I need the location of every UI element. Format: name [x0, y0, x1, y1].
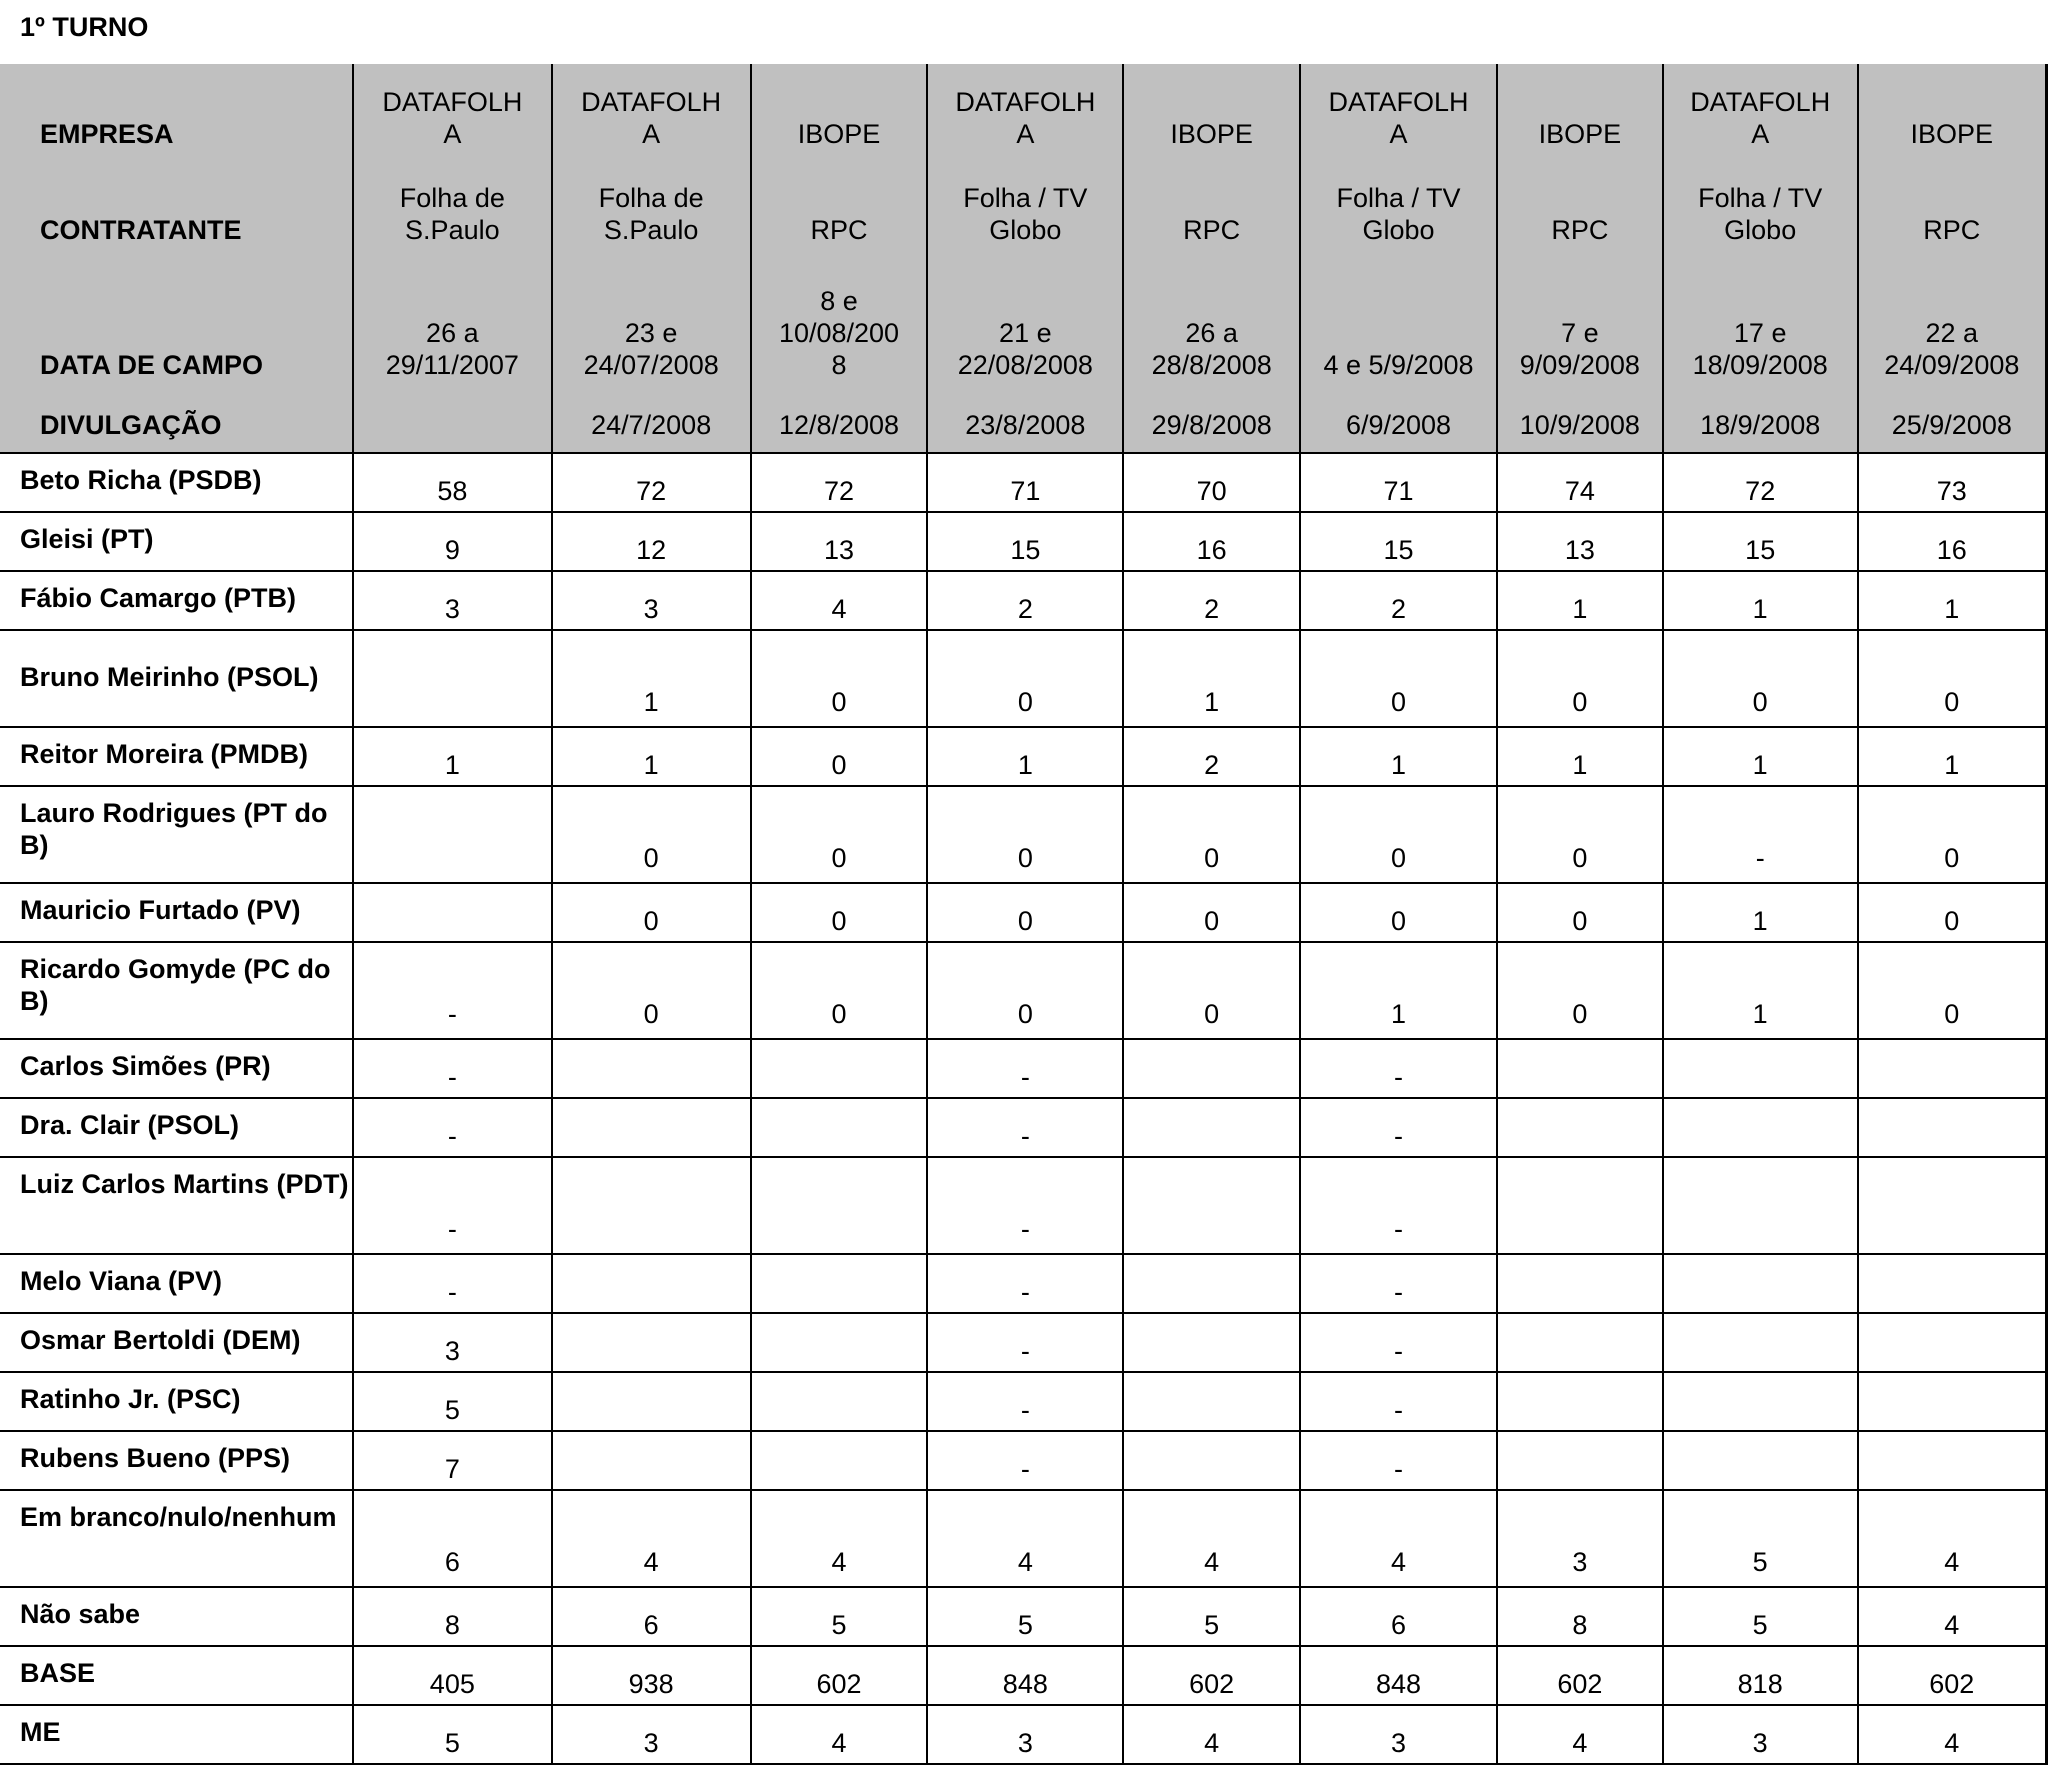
value-cell — [1497, 1431, 1663, 1490]
value-cell: 848 — [927, 1646, 1123, 1705]
candidate-name: Lauro Rodrigues (PT do B) — [0, 786, 353, 883]
value-cell: 16 — [1123, 512, 1300, 571]
poll-table — [0, 64, 2048, 1765]
value-cell — [1858, 1431, 2047, 1490]
value-cell: 2 — [927, 571, 1123, 630]
value-cell: 0 — [552, 883, 751, 942]
header-empresa-text: IBOPE — [797, 119, 881, 149]
header-data-campo-text: 4 e 5/9/2008 — [1323, 350, 1474, 380]
header-data-campo-text: 10/08/200 — [778, 318, 900, 348]
value-cell: - — [1300, 1431, 1497, 1490]
divulgacao-label: DIVULGAÇÃO — [40, 410, 222, 440]
value-cell: 0 — [1300, 786, 1497, 883]
header-contratante-text: Folha / TV — [963, 183, 1088, 213]
value-cell: 1 — [552, 630, 751, 727]
header-data-campo-text: 28/8/2008 — [1151, 350, 1272, 380]
value-cell: 3 — [1300, 1705, 1497, 1764]
candidate-name: Não sabe — [0, 1587, 353, 1646]
value-cell — [751, 1431, 928, 1490]
value-cell: 0 — [1123, 786, 1300, 883]
header-empresa-text: A — [1016, 119, 1035, 149]
value-cell: 3 — [1497, 1490, 1663, 1587]
value-cell — [1858, 1313, 2047, 1372]
header-divulgacao-text: 12/8/2008 — [778, 410, 900, 440]
header-column-7 — [1497, 64, 1663, 453]
header-data-campo-text: 9/09/2008 — [1519, 350, 1640, 380]
value-cell — [1663, 1372, 1858, 1431]
value-cell: 0 — [1858, 630, 2047, 727]
value-cell: 4 — [751, 571, 928, 630]
table-row — [0, 1705, 2047, 1764]
table-row — [0, 1039, 2047, 1098]
value-cell: 0 — [1300, 883, 1497, 942]
value-cell — [353, 883, 552, 942]
value-cell: 5 — [1663, 1490, 1858, 1587]
value-cell: 602 — [1123, 1646, 1300, 1705]
table-row — [0, 512, 2047, 571]
value-cell — [1858, 1157, 2047, 1254]
value-cell: 72 — [552, 453, 751, 512]
value-cell: 5 — [353, 1372, 552, 1431]
value-cell: 0 — [751, 630, 928, 727]
value-cell: 3 — [552, 1705, 751, 1764]
header-data-campo-text: 26 a — [426, 318, 479, 348]
header-data-campo-text: 18/09/2008 — [1692, 350, 1828, 380]
value-cell: 938 — [552, 1646, 751, 1705]
value-cell — [1663, 1157, 1858, 1254]
value-cell: 0 — [1858, 786, 2047, 883]
table-row — [0, 1254, 2047, 1313]
value-cell: 3 — [1663, 1705, 1858, 1764]
value-cell: - — [927, 1431, 1123, 1490]
value-cell: 15 — [1300, 512, 1497, 571]
value-cell — [1858, 1372, 2047, 1431]
value-cell — [751, 1157, 928, 1254]
value-cell — [751, 1098, 928, 1157]
header-contratante-text: Folha de — [598, 183, 704, 213]
value-cell — [552, 1254, 751, 1313]
value-cell — [1663, 1098, 1858, 1157]
value-cell: 72 — [751, 453, 928, 512]
table-row — [0, 883, 2047, 942]
value-cell: 7 — [353, 1431, 552, 1490]
value-cell — [552, 1313, 751, 1372]
value-cell: 1 — [552, 727, 751, 786]
header-empresa-text: DATAFOLH — [581, 87, 722, 117]
value-cell: 0 — [751, 786, 928, 883]
value-cell: 1 — [1300, 727, 1497, 786]
table-body — [0, 453, 2047, 1764]
value-cell: 58 — [353, 453, 552, 512]
header-column-1 — [353, 64, 552, 453]
value-cell: - — [927, 1039, 1123, 1098]
table-row — [0, 1313, 2047, 1372]
candidate-name: Rubens Bueno (PPS) — [0, 1431, 353, 1490]
value-cell: - — [927, 1372, 1123, 1431]
value-cell: - — [1300, 1098, 1497, 1157]
value-cell: 602 — [1858, 1646, 2047, 1705]
value-cell — [751, 1254, 928, 1313]
header-column-4 — [927, 64, 1123, 453]
value-cell: 72 — [1663, 453, 1858, 512]
candidate-name: Melo Viana (PV) — [0, 1254, 353, 1313]
header-contratante-text: Folha / TV — [1336, 183, 1461, 213]
value-cell — [552, 1157, 751, 1254]
value-cell: 5 — [1663, 1587, 1858, 1646]
empresa-label: EMPRESA — [40, 119, 174, 149]
value-cell — [1663, 1431, 1858, 1490]
header-contratante-text: Globo — [989, 215, 1062, 245]
value-cell: 0 — [1123, 883, 1300, 942]
header-data-campo-text: 29/11/2007 — [385, 350, 519, 380]
header-data-campo-text: 22/08/2008 — [957, 350, 1093, 380]
value-cell: 16 — [1858, 512, 2047, 571]
candidate-name: Mauricio Furtado (PV) — [0, 883, 353, 942]
value-cell: 1 — [1663, 883, 1858, 942]
value-cell — [552, 1039, 751, 1098]
value-cell — [1123, 1157, 1300, 1254]
value-cell — [552, 1431, 751, 1490]
contratante-label: CONTRATANTE — [40, 215, 242, 245]
header-divulgacao-text: 25/9/2008 — [1891, 410, 2012, 440]
table-header — [0, 64, 2047, 453]
candidate-name: Ratinho Jr. (PSC) — [0, 1372, 353, 1431]
value-cell: 3 — [353, 1313, 552, 1372]
header-empresa-text: IBOPE — [1910, 119, 1994, 149]
header-data-campo-text: 8 e — [820, 286, 858, 316]
candidate-name: BASE — [0, 1646, 353, 1705]
value-cell: 1 — [353, 727, 552, 786]
value-cell — [1858, 1039, 2047, 1098]
table-row — [0, 1372, 2047, 1431]
value-cell — [1497, 1254, 1663, 1313]
header-divulgacao-text: 6/9/2008 — [1345, 410, 1452, 440]
header-empresa-text: A — [1751, 119, 1770, 149]
table-row — [0, 1490, 2047, 1587]
value-cell — [1123, 1313, 1300, 1372]
candidate-name: Osmar Bertoldi (DEM) — [0, 1313, 353, 1372]
header-empresa-text: IBOPE — [1170, 119, 1253, 149]
value-cell: - — [1300, 1039, 1497, 1098]
value-cell: - — [353, 1254, 552, 1313]
value-cell: 12 — [552, 512, 751, 571]
value-cell — [353, 786, 552, 883]
value-cell — [1123, 1039, 1300, 1098]
value-cell — [1858, 1098, 2047, 1157]
value-cell: 0 — [751, 942, 928, 1039]
header-data-campo-text: 26 a — [1185, 318, 1238, 348]
value-cell: 0 — [1663, 630, 1858, 727]
value-cell: 0 — [1300, 630, 1497, 727]
value-cell — [1497, 1039, 1663, 1098]
value-cell: 1 — [1858, 571, 2047, 630]
header-data-campo-text: 7 e — [1561, 318, 1599, 348]
header-contratante-text: Folha / TV — [1698, 183, 1823, 213]
header-data-campo-text: 8 — [831, 350, 847, 380]
table-row — [0, 727, 2047, 786]
value-cell: 0 — [927, 883, 1123, 942]
value-cell: - — [927, 1254, 1123, 1313]
value-cell: 1 — [1497, 727, 1663, 786]
value-cell — [1663, 1254, 1858, 1313]
value-cell: 8 — [1497, 1587, 1663, 1646]
value-cell — [1497, 1372, 1663, 1431]
candidate-name: Gleisi (PT) — [0, 512, 353, 571]
value-cell: 2 — [1300, 571, 1497, 630]
header-divulgacao-text: 24/7/2008 — [591, 410, 712, 440]
value-cell: 13 — [751, 512, 928, 571]
value-cell: - — [353, 1157, 552, 1254]
header-contratante-text: RPC — [1183, 215, 1241, 245]
header-contratante-text: Globo — [1362, 215, 1435, 245]
value-cell: 0 — [927, 786, 1123, 883]
header-contratante-text: S.Paulo — [405, 215, 500, 245]
value-cell: 4 — [552, 1490, 751, 1587]
value-cell: 70 — [1123, 453, 1300, 512]
value-cell: - — [1300, 1157, 1497, 1254]
table-row — [0, 1587, 2047, 1646]
value-cell — [1123, 1372, 1300, 1431]
value-cell — [751, 1313, 928, 1372]
header-contratante-text: S.Paulo — [603, 215, 699, 245]
value-cell: 4 — [927, 1490, 1123, 1587]
header-empresa-text: DATAFOLH — [1328, 87, 1469, 117]
value-cell: - — [927, 1098, 1123, 1157]
value-cell: 1 — [1663, 727, 1858, 786]
table-row — [0, 786, 2047, 883]
value-cell: 6 — [353, 1490, 552, 1587]
value-cell: - — [1300, 1313, 1497, 1372]
value-cell: 0 — [552, 786, 751, 883]
candidate-name: Beto Richa (PSDB) — [0, 453, 353, 512]
header-divulgacao-text: 23/8/2008 — [965, 410, 1086, 440]
value-cell — [552, 1098, 751, 1157]
value-cell — [1663, 1039, 1858, 1098]
value-cell: 73 — [1858, 453, 2047, 512]
value-cell — [1497, 1157, 1663, 1254]
value-cell: 0 — [1858, 942, 2047, 1039]
header-column-9 — [1858, 64, 2047, 453]
value-cell: 71 — [1300, 453, 1497, 512]
header-data-campo-text: 24/07/2008 — [583, 350, 719, 380]
value-cell: 4 — [1300, 1490, 1497, 1587]
value-cell: 5 — [927, 1587, 1123, 1646]
candidate-name: Bruno Meirinho (PSOL) — [0, 630, 353, 727]
header-contratante-text: Folha de — [399, 183, 505, 213]
header-data-campo-text: 24/09/2008 — [1884, 350, 2020, 380]
value-cell: 5 — [1123, 1587, 1300, 1646]
header-contratante-text: RPC — [810, 215, 868, 245]
value-cell — [552, 1372, 751, 1431]
candidate-name: Dra. Clair (PSOL) — [0, 1098, 353, 1157]
candidate-name: ME — [0, 1705, 353, 1764]
table-row — [0, 942, 2047, 1039]
value-cell — [1663, 1313, 1858, 1372]
value-cell: 0 — [1497, 942, 1663, 1039]
header-empresa-text: DATAFOLH — [1690, 87, 1831, 117]
value-cell: 3 — [552, 571, 751, 630]
value-cell: 9 — [353, 512, 552, 571]
value-cell: 3 — [927, 1705, 1123, 1764]
value-cell: 71 — [927, 453, 1123, 512]
value-cell: 0 — [1497, 786, 1663, 883]
value-cell: 74 — [1497, 453, 1663, 512]
header-empresa-text: DATAFOLH — [955, 87, 1096, 117]
value-cell: - — [353, 1098, 552, 1157]
data-campo-label: DATA DE CAMPO — [40, 350, 263, 380]
value-cell: 4 — [1858, 1587, 2047, 1646]
candidate-name: Reitor Moreira (PMDB) — [0, 727, 353, 786]
value-cell: 1 — [1663, 942, 1858, 1039]
table-row — [0, 1157, 2047, 1254]
header-contratante-text: RPC — [1551, 215, 1609, 245]
value-cell: 4 — [1858, 1490, 2047, 1587]
value-cell: 15 — [1663, 512, 1858, 571]
value-cell — [751, 1372, 928, 1431]
header-empresa-text: IBOPE — [1538, 119, 1622, 149]
header-empresa-text: DATAFOLH — [382, 87, 523, 117]
value-cell: 0 — [927, 630, 1123, 727]
candidate-name: Ricardo Gomyde (PC do B) — [0, 942, 353, 1039]
value-cell: 4 — [1123, 1705, 1300, 1764]
value-cell — [1123, 1254, 1300, 1313]
value-cell: 848 — [1300, 1646, 1497, 1705]
value-cell: 4 — [1858, 1705, 2047, 1764]
header-empresa-text: A — [443, 119, 462, 149]
value-cell: 0 — [751, 727, 928, 786]
header-label-cell — [0, 64, 353, 453]
value-cell — [1123, 1098, 1300, 1157]
value-cell — [1497, 1098, 1663, 1157]
value-cell: 13 — [1497, 512, 1663, 571]
header-empresa-text: A — [642, 119, 661, 149]
table-row — [0, 630, 2047, 727]
value-cell: - — [1300, 1372, 1497, 1431]
header-column-3 — [751, 64, 928, 453]
table-row — [0, 1098, 2047, 1157]
candidate-name: Em branco/nulo/nenhum — [0, 1490, 353, 1587]
candidate-name: Carlos Simões (PR) — [0, 1039, 353, 1098]
value-cell: 4 — [751, 1490, 928, 1587]
value-cell: 2 — [1123, 727, 1300, 786]
value-cell: 1 — [1663, 571, 1858, 630]
header-data-campo-text: 21 e — [999, 318, 1052, 348]
value-cell: 1 — [927, 727, 1123, 786]
value-cell: 0 — [927, 942, 1123, 1039]
header-divulgacao-text: 18/9/2008 — [1700, 410, 1821, 440]
header-column-5 — [1123, 64, 1300, 453]
value-cell: 1 — [1858, 727, 2047, 786]
value-cell: 0 — [1123, 942, 1300, 1039]
value-cell: 1 — [1497, 571, 1663, 630]
value-cell: - — [1300, 1254, 1497, 1313]
value-cell: 5 — [751, 1587, 928, 1646]
value-cell: 0 — [1858, 883, 2047, 942]
header-column-6 — [1300, 64, 1497, 453]
table-row — [0, 571, 2047, 630]
value-cell — [751, 1039, 928, 1098]
value-cell: 2 — [1123, 571, 1300, 630]
header-column-2 — [552, 64, 751, 453]
value-cell: - — [353, 1039, 552, 1098]
value-cell: - — [927, 1157, 1123, 1254]
value-cell: 15 — [927, 512, 1123, 571]
header-column-8 — [1663, 64, 1858, 453]
value-cell: 4 — [1497, 1705, 1663, 1764]
value-cell — [353, 630, 552, 727]
value-cell: 0 — [552, 942, 751, 1039]
header-data-campo-text: 22 a — [1925, 318, 1979, 348]
value-cell: 4 — [1123, 1490, 1300, 1587]
header-data-campo-text: 17 e — [1733, 318, 1787, 348]
value-cell: 0 — [1497, 883, 1663, 942]
candidate-name: Luiz Carlos Martins (PDT) — [0, 1157, 353, 1254]
value-cell: 0 — [751, 883, 928, 942]
value-cell: - — [1663, 786, 1858, 883]
header-empresa-text: A — [1389, 119, 1408, 149]
table-row — [0, 1431, 2047, 1490]
value-cell: 3 — [353, 571, 552, 630]
value-cell: 5 — [353, 1705, 552, 1764]
value-cell: 602 — [1497, 1646, 1663, 1705]
value-cell: 602 — [751, 1646, 928, 1705]
value-cell: - — [353, 942, 552, 1039]
value-cell: - — [927, 1313, 1123, 1372]
candidate-name: Fábio Camargo (PTB) — [0, 571, 353, 630]
value-cell: 405 — [353, 1646, 552, 1705]
value-cell: 8 — [353, 1587, 552, 1646]
page-title: 1º TURNO — [20, 12, 149, 42]
value-cell: 1 — [1300, 942, 1497, 1039]
header-contratante-text: Globo — [1724, 215, 1797, 245]
header-contratante-text: RPC — [1923, 215, 1981, 245]
table-row — [0, 453, 2047, 512]
value-cell: 1 — [1123, 630, 1300, 727]
value-cell: 818 — [1663, 1646, 1858, 1705]
header-divulgacao-text: 10/9/2008 — [1519, 410, 1640, 440]
value-cell — [1858, 1254, 2047, 1313]
value-cell: 4 — [751, 1705, 928, 1764]
header-data-campo-text: 23 e — [624, 318, 678, 348]
header-divulgacao-text: 29/8/2008 — [1151, 410, 1272, 440]
value-cell: 6 — [552, 1587, 751, 1646]
table-row — [0, 1646, 2047, 1705]
value-cell: 0 — [1497, 630, 1663, 727]
value-cell: 6 — [1300, 1587, 1497, 1646]
value-cell — [1123, 1431, 1300, 1490]
value-cell — [1497, 1313, 1663, 1372]
